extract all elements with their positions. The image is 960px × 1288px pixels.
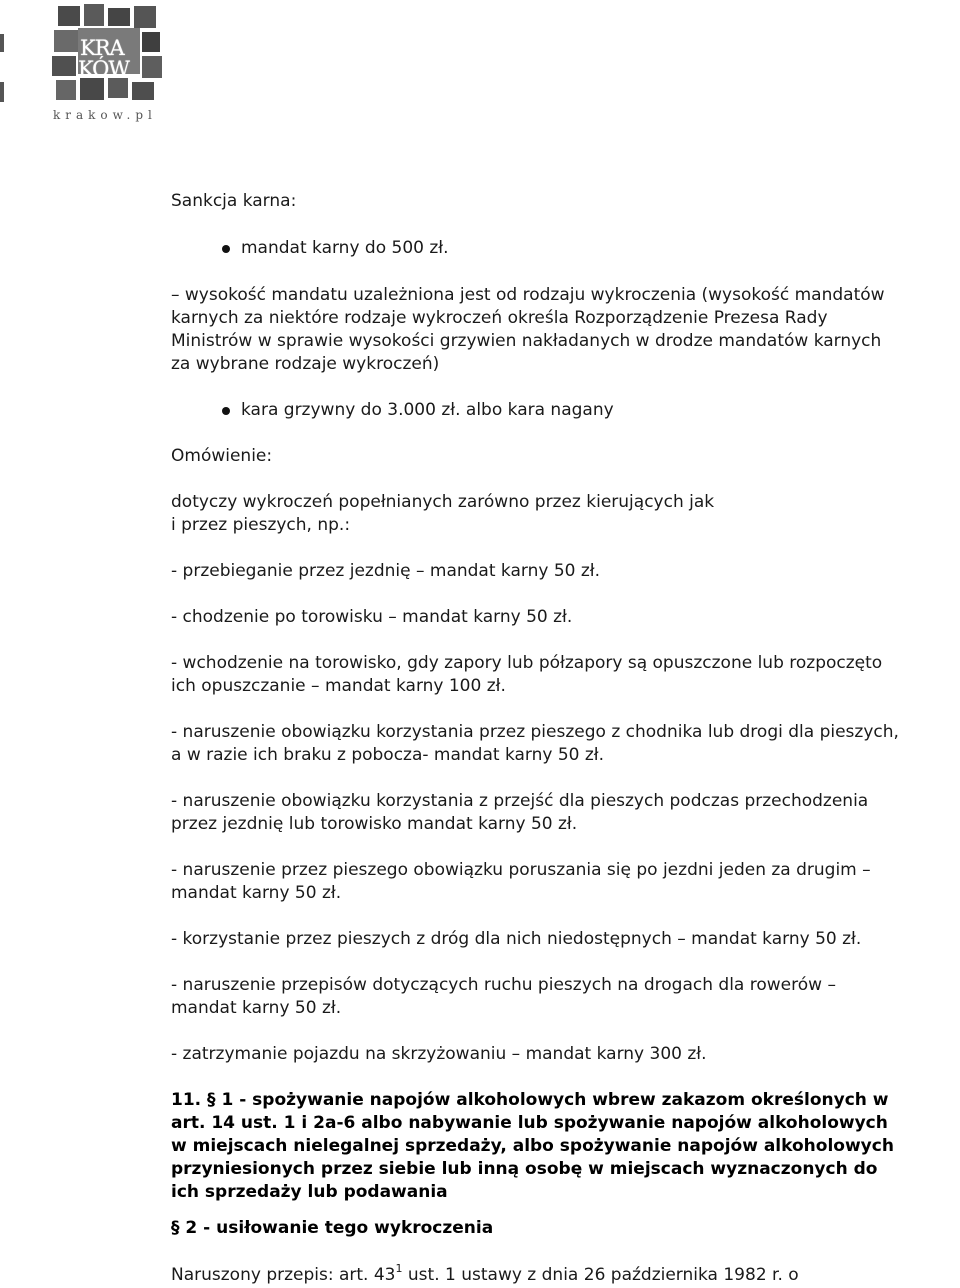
- list-item: - zatrzymanie pojazdu na skrzyżowaniu – mandat karny 300 zł.: [171, 1044, 707, 1064]
- bullet-icon: [222, 407, 230, 415]
- logo-wordmark: [80, 38, 129, 80]
- list-item-cont: mandat karny 50 zł.: [171, 883, 342, 903]
- bullet-item: mandat karny do 500 zł.: [241, 238, 449, 258]
- section-11-line: w miejscach nielegalnej sprzedaży, albo spożywanie napojów alkoholowych: [171, 1136, 894, 1156]
- przepis-text: Naruszony przepis: art. 43: [171, 1265, 396, 1285]
- logo-edge-mark: [0, 82, 4, 102]
- section-11-line: ich sprzedaży lub podawania: [171, 1182, 448, 1202]
- list-item: - naruszenie przez pieszego obowiązku poruszania się po jezdni jeden za drugim –: [171, 860, 871, 880]
- section-11-line: 11. § 1 - spożywanie napojów alkoholowych wbrew zakazom określonych w: [171, 1090, 889, 1110]
- list-item: - naruszenie obowiązku korzystania z przejść dla pieszych podczas przechodzenia: [171, 791, 869, 811]
- paragraph-line: karnych za niektóre rodzaje wykroczeń określa Rozporządzenie Prezesa Rady: [171, 308, 828, 328]
- przepis-text: ust. 1 ustawy z dnia 26 października 1982 r. o: [402, 1265, 799, 1285]
- intro-line: i przez pieszych, np.:: [171, 515, 351, 535]
- paragraph-line: za wybrane rodzaje wykroczeń): [171, 354, 440, 374]
- section-11-line: przyniesionych przez siebie lub inną osobę w miejscach wyznaczonych do: [171, 1159, 878, 1179]
- section-11-line: art. 14 ust. 1 i 2a-6 albo nabywanie lub spożywanie napojów alkoholowych: [171, 1113, 888, 1133]
- list-item-cont: mandat karny 50 zł.: [171, 998, 342, 1018]
- krakow-logo: [0, 0, 175, 130]
- list-item-cont: przez jezdnię lub torowisko mandat karny 50 zł.: [171, 814, 578, 834]
- section-11-subclause: § 2 - usiłowanie tego wykroczenia: [171, 1218, 494, 1238]
- logo-domain: krakow.pl: [53, 108, 157, 122]
- logo-wordmark-line: KRA: [80, 36, 124, 60]
- bullet-item: kara grzywny do 3.000 zł. albo kara nagany: [241, 400, 614, 420]
- paragraph-line: Ministrów w sprawie wysokości grzywien nakładanych w drodze mandatów karnych: [171, 331, 882, 351]
- bullet-icon: [222, 245, 230, 253]
- omowienie-heading: Omówienie:: [171, 446, 273, 466]
- sankcja-heading: Sankcja karna:: [171, 191, 297, 211]
- list-item: - wchodzenie na torowisko, gdy zapory lub półzapory są opuszczone lub rozpoczęto: [171, 653, 883, 673]
- logo-edge-mark: [0, 34, 4, 52]
- list-item: - przebieganie przez jezdnię – mandat karny 50 zł.: [171, 561, 601, 581]
- list-item-cont: ich opuszczanie – mandat karny 100 zł.: [171, 676, 506, 696]
- intro-line: dotyczy wykroczeń popełnianych zarówno przez kierujących jak: [171, 492, 715, 512]
- naruszony-przepis: [171, 1264, 799, 1288]
- przepis-superscript: 1: [395, 1262, 403, 1275]
- list-item-cont: a w razie ich braku z pobocza- mandat karny 50 zł.: [171, 745, 605, 765]
- list-item: - naruszenie przepisów dotyczących ruchu pieszych na drogach dla rowerów –: [171, 975, 836, 995]
- paragraph-line: – wysokość mandatu uzależniona jest od rodzaju wykroczenia (wysokość mandatów: [171, 285, 885, 305]
- logo-wordmark-line: KÓW: [78, 57, 129, 81]
- list-item: - chodzenie po torowisku – mandat karny 50 zł.: [171, 607, 573, 627]
- list-item: - korzystanie przez pieszych z dróg dla nich niedostępnych – mandat karny 50 zł.: [171, 929, 862, 949]
- list-item: - naruszenie obowiązku korzystania przez pieszego z chodnika lub drogi dla pieszych,: [171, 722, 899, 742]
